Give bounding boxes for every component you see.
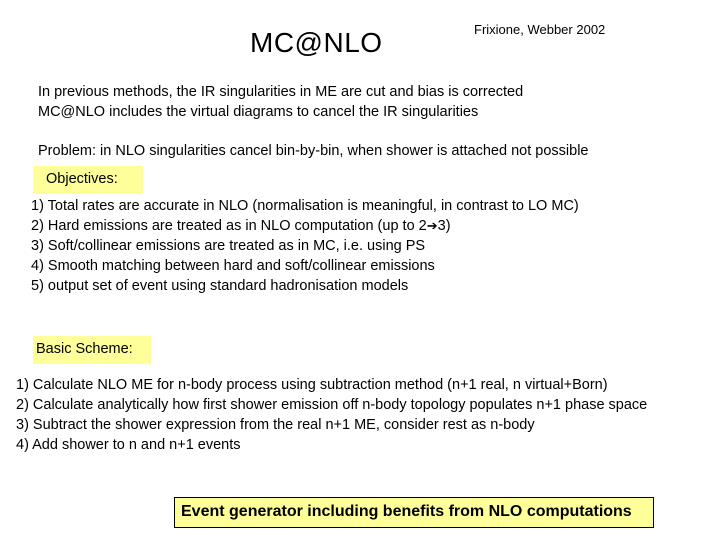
objective-item: 4) Smooth matching between hard and soft/collinear emissions — [31, 258, 435, 274]
problem-statement: Problem: in NLO singularities cancel bin-by-bin, when shower is attached not possible — [38, 143, 589, 159]
objective-item: 3) Soft/collinear emissions are treated as in MC, i.e. using PS — [31, 238, 426, 254]
objectives-heading: Objectives: — [46, 171, 118, 187]
arrow-icon: ➔ — [426, 218, 438, 233]
basic-scheme-list — [16, 375, 647, 455]
objective-item: 5) output set of event using standard hadronisation models — [31, 278, 409, 294]
scheme-item: 2) Calculate analytically how first shower emission off n-body topology populates n+1 phase space — [16, 397, 648, 413]
scheme-item: 4) Add shower to n and n+1 events — [16, 437, 241, 453]
objective-item — [31, 216, 579, 236]
scheme-item: 1) Calculate NLO ME for n-body process using subtraction method (n+1 real, n virtual+Born) — [16, 377, 608, 393]
intro-block — [38, 82, 523, 122]
objectives-heading-box — [33, 166, 143, 194]
intro-line: MC@NLO includes the virtual diagrams to cancel the IR singularities — [38, 104, 479, 120]
objective-text-end: 3) — [437, 218, 451, 234]
slide-title: MC@NLO — [250, 27, 383, 58]
scheme-item: 3) Subtract the shower expression from the real n+1 ME, consider rest as n-body — [16, 417, 535, 433]
objective-item: 1) Total rates are accurate in NLO (normalisation is meaningful, in contrast to LO MC) — [31, 198, 579, 214]
summary-box — [174, 497, 654, 528]
objective-text: 2) Hard emissions are treated as in NLO computation (up to 2 — [31, 218, 427, 234]
basic-scheme-heading-box — [33, 336, 151, 364]
objectives-list — [31, 196, 579, 296]
basic-scheme-heading: Basic Scheme: — [36, 341, 133, 357]
intro-line: In previous methods, the IR singularities in ME are cut and bias is corrected — [38, 84, 524, 100]
reference-citation: Frixione, Webber 2002 — [474, 22, 606, 37]
summary-text: Event generator including benefits from NLO computations — [181, 503, 632, 520]
